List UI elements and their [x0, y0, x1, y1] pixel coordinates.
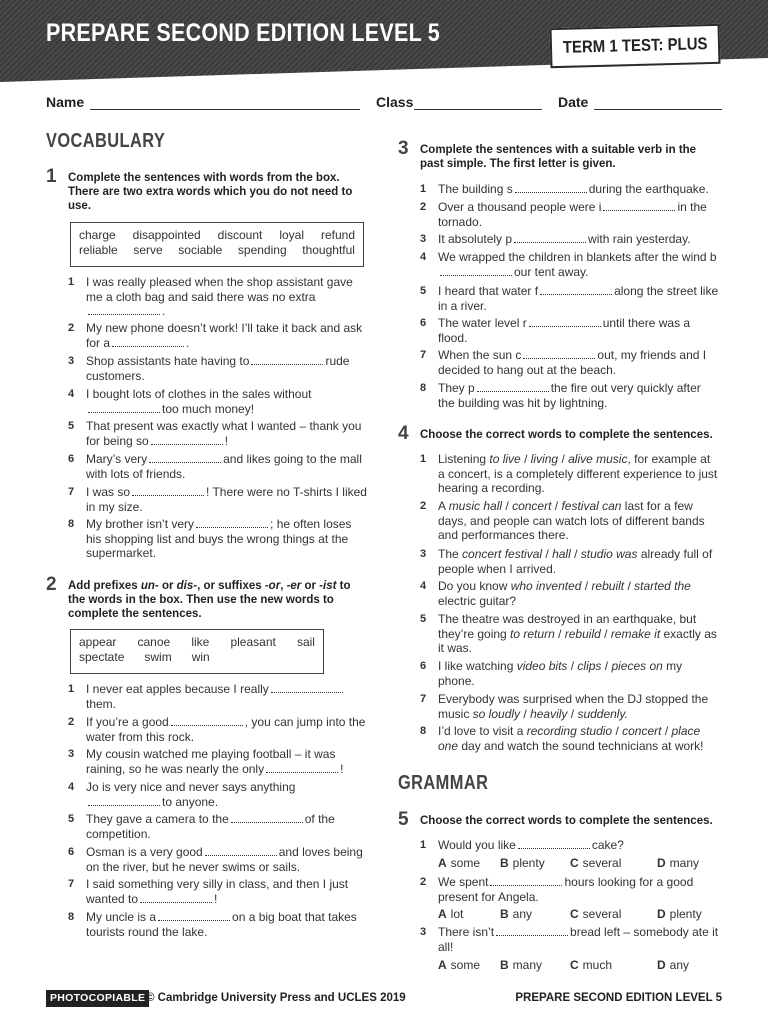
- item-text-after: too much money!: [162, 401, 255, 416]
- item-text-after: until there was a flood.: [438, 316, 691, 345]
- name-field[interactable]: [90, 109, 360, 110]
- answer-blank[interactable]: [205, 845, 277, 856]
- item-number: 1: [68, 276, 75, 288]
- item-number: 7: [420, 349, 427, 361]
- option-word: many: [512, 958, 543, 972]
- item-number: 2: [420, 876, 427, 888]
- answer-blank[interactable]: [196, 517, 268, 528]
- item-text-after: and loves being on the river, but he never swims or sails.: [86, 845, 363, 874]
- option-word: any: [512, 907, 533, 921]
- item-number: 2: [68, 322, 75, 334]
- exercise-instruction: Choose the correct words to complete the sentences.: [420, 429, 713, 441]
- section-title-grammar: GRAMMAR: [398, 772, 489, 794]
- option-letter: C: [570, 856, 579, 870]
- item-text: [86, 321, 368, 350]
- answer-options: [420, 856, 720, 871]
- photocopiable-label: PHOTOCOPIABLE: [46, 990, 149, 1007]
- item-number: 3: [420, 233, 427, 245]
- answer-blank[interactable]: [112, 336, 184, 347]
- item-text: [86, 517, 368, 561]
- item-text: [438, 250, 720, 279]
- item-text-after: and likes going to the mall with lots of friends.: [86, 452, 362, 481]
- answer-blank[interactable]: [603, 200, 675, 211]
- option-letter: A: [438, 907, 447, 921]
- item-number: 6: [420, 317, 427, 329]
- word-box-word: refund: [320, 228, 355, 242]
- answer-option[interactable]: [657, 907, 702, 922]
- answer-blank[interactable]: [88, 304, 160, 315]
- item-text: [86, 485, 368, 514]
- item-text: [86, 387, 368, 416]
- item-text: A music hall / concert / festival can last for a few days, and people can watch lots of different bands and performances there.: [438, 499, 705, 542]
- item-text-after: !: [214, 891, 218, 906]
- item-text: [438, 200, 720, 229]
- answer-option[interactable]: [570, 856, 621, 871]
- word-box-word: disappointed: [132, 228, 201, 242]
- option-letter: B: [500, 907, 509, 921]
- item-number: 6: [420, 660, 427, 672]
- word-box-word: pleasant: [230, 635, 276, 649]
- date-label: Date: [558, 94, 589, 110]
- item-text: [86, 275, 368, 319]
- option-letter: D: [657, 907, 666, 921]
- answer-blank[interactable]: [266, 762, 338, 773]
- item-text: I’d love to visit a recording studio / concert / place one day and watch the sound technicians at work!: [438, 724, 704, 753]
- option-word: many: [669, 856, 700, 870]
- answer-option[interactable]: [657, 958, 689, 973]
- item-text: [86, 812, 368, 841]
- item-text-before: We spent: [438, 875, 489, 889]
- item-text-after: with rain yesterday.: [588, 232, 691, 246]
- answer-blank[interactable]: [151, 434, 223, 445]
- item-text-before: I was so: [86, 485, 131, 499]
- word-box-word: loyal: [279, 228, 305, 242]
- item-text: Listening to live / living / alive music, for example at a concert, is a completely different experience to just hearing a recording.: [438, 452, 718, 495]
- item-number: 1: [420, 453, 427, 465]
- item-text: [438, 232, 720, 247]
- item-text-before: Over a thousand people were i: [438, 200, 602, 214]
- option-letter: D: [657, 856, 666, 870]
- word-box-word: sail: [296, 635, 315, 649]
- item-text-before: They p: [438, 381, 475, 395]
- item-text-after: to anyone.: [162, 794, 219, 809]
- item-text-after: .: [162, 304, 166, 318]
- word-box-word: spending: [237, 242, 287, 257]
- item-text: [438, 838, 720, 853]
- item-text-after: ! There were no T-shirts I liked in my size.: [86, 485, 367, 514]
- word-box-word: thoughtful: [302, 242, 355, 257]
- option-letter: A: [438, 856, 447, 870]
- item-number: 8: [420, 382, 427, 394]
- item-text-before: I was really pleased when the shop assistant gave me a cloth bag and said there was no extra: [86, 275, 353, 304]
- answer-option[interactable]: [657, 856, 699, 871]
- footer: [46, 990, 722, 1006]
- item-number: 4: [420, 580, 427, 592]
- item-text-before: That present was exactly what I wanted – thank you for being so: [86, 419, 362, 448]
- item-number: 5: [420, 285, 427, 297]
- answer-blank[interactable]: [231, 812, 303, 823]
- answer-option[interactable]: [438, 907, 463, 922]
- item-number: 6: [68, 846, 75, 858]
- word-box-word: reliable: [79, 242, 118, 257]
- exercise-number: 1: [46, 166, 57, 187]
- item-number: 8: [68, 911, 75, 923]
- item-text: The theatre was destroyed in an earthquake, but they’re going to return / rebuild / remake it exactly as it was.: [438, 612, 717, 655]
- item-text-after: of the competition.: [86, 812, 335, 841]
- item-text-after: along the street like in a river.: [438, 284, 719, 313]
- option-word: lot: [450, 907, 464, 921]
- answer-blank[interactable]: [251, 354, 323, 365]
- answer-blank[interactable]: [529, 316, 601, 327]
- item-text: I like watching video bits / clips / pieces on my phone.: [438, 659, 683, 688]
- item-text: [86, 452, 368, 481]
- item-text-before: The water level r: [438, 316, 527, 330]
- date-field[interactable]: [594, 109, 722, 110]
- word-box-word: canoe: [137, 635, 171, 649]
- item-text-before: I heard that water f: [438, 284, 539, 298]
- item-text: [86, 419, 368, 448]
- item-text-before: My brother isn’t very: [86, 517, 195, 531]
- item-text: [86, 910, 368, 939]
- answer-blank[interactable]: [132, 485, 204, 496]
- option-word: some: [450, 958, 481, 972]
- answer-blank[interactable]: [149, 452, 221, 463]
- answer-option[interactable]: [570, 907, 621, 922]
- answer-blank[interactable]: [477, 381, 549, 392]
- word-box: [70, 629, 324, 674]
- answer-option[interactable]: [500, 958, 542, 973]
- item-text: [86, 682, 368, 711]
- item-text-before: I said something very silly in class, and then I just wanted to: [86, 877, 349, 906]
- answer-blank[interactable]: [171, 715, 243, 726]
- exercise-instruction: Choose the correct words to complete the sentences.: [420, 815, 713, 827]
- item-number: 3: [420, 926, 427, 938]
- item-number: 2: [420, 500, 427, 512]
- option-letter: B: [500, 856, 509, 870]
- item-number: 3: [68, 748, 75, 760]
- item-number: 3: [68, 355, 75, 367]
- word-box-word: discount: [217, 228, 263, 242]
- class-label: Class: [376, 94, 414, 110]
- option-letter: D: [657, 958, 666, 972]
- word-box-word: win: [191, 649, 210, 664]
- footer-title: PREPARE SECOND EDITION LEVEL 5: [515, 992, 722, 1004]
- answer-options: [420, 907, 720, 922]
- answer-option[interactable]: [438, 958, 480, 973]
- item-text: [438, 381, 720, 410]
- answer-blank[interactable]: [518, 838, 590, 849]
- item-number: 8: [420, 725, 427, 737]
- item-text: [86, 780, 368, 809]
- item-text-after: bread left – somebody ate it all!: [438, 925, 719, 954]
- item-text-after: ; he often loses his shopping list and buys the wrong things at the supermarket.: [86, 517, 352, 560]
- item-text-before: The building s: [438, 182, 513, 196]
- item-text-after: during the earthquake.: [588, 182, 709, 196]
- answer-blank[interactable]: [496, 925, 568, 936]
- word-box-word: spectate: [79, 649, 125, 664]
- item-text-after: in the tornado.: [438, 200, 707, 229]
- answer-option[interactable]: [438, 856, 480, 871]
- item-number: 8: [68, 518, 75, 530]
- item-text-before: If you’re a good: [86, 715, 169, 729]
- item-number: 1: [68, 683, 75, 695]
- item-text-after: them.: [86, 696, 117, 711]
- item-text-before: We wrapped the children in blankets after the wind b: [438, 250, 717, 264]
- item-text-after: .: [186, 335, 190, 350]
- item-text-before: I bought lots of clothes in the sales without: [86, 387, 312, 401]
- item-number: 7: [68, 486, 75, 498]
- item-text-before: Osman is a very good: [86, 845, 203, 859]
- option-letter: C: [570, 907, 579, 921]
- item-text: [438, 925, 720, 954]
- item-text-after: our tent away.: [514, 264, 589, 279]
- item-text: [86, 354, 368, 383]
- exercise-number: 2: [46, 574, 57, 595]
- answer-blank[interactable]: [271, 682, 343, 693]
- item-number: 2: [420, 201, 427, 213]
- item-text: [438, 284, 720, 313]
- item-number: 1: [420, 839, 427, 851]
- item-text-after: !: [340, 761, 344, 776]
- item-text-before: There isn’t: [438, 925, 495, 939]
- word-box-word: charge: [79, 228, 116, 242]
- answer-blank[interactable]: [88, 795, 160, 806]
- exercise-instruction: Complete the sentences with words from the box. There are two extra words which you do not need to use.: [68, 172, 353, 212]
- item-text: The concert festival / hall / studio was already full of people when I arrived.: [438, 547, 713, 576]
- item-text: [438, 875, 720, 904]
- item-text-before: They gave a camera to the: [86, 812, 229, 826]
- item-text-before: When the sun c: [438, 348, 522, 362]
- item-text-after: , you can jump into the water from this rock.: [86, 715, 366, 744]
- item-text-before: My new phone doesn’t work! I’ll take it back and ask for a: [86, 321, 363, 350]
- item-number: 1: [420, 183, 427, 195]
- name-label: Name: [46, 94, 85, 110]
- item-text-after: cake?: [591, 838, 624, 852]
- item-number: 5: [68, 813, 75, 825]
- item-text-before: Mary’s very: [86, 452, 148, 466]
- item-text: [438, 348, 720, 377]
- item-text-after: !: [224, 433, 229, 448]
- answer-blank[interactable]: [140, 892, 212, 903]
- item-text: [86, 877, 368, 906]
- item-number: 7: [68, 878, 75, 890]
- exercise-number: 4: [398, 423, 409, 444]
- exercise-number: 5: [398, 809, 409, 830]
- item-text: [438, 182, 720, 197]
- item-text: [86, 715, 368, 744]
- answer-blank[interactable]: [540, 284, 612, 295]
- test-badge-label: TERM 1 TEST: PLUS: [562, 33, 708, 57]
- option-letter: B: [500, 958, 509, 972]
- student-info-row: [46, 95, 726, 113]
- word-box-word: appear: [79, 635, 117, 649]
- option-word: plenty: [669, 907, 702, 921]
- item-text-before: My cousin watched me playing football – it was raining, so he was nearly the only: [86, 747, 336, 776]
- section-title-vocabulary: VOCABULARY: [46, 130, 166, 152]
- answer-option[interactable]: [500, 907, 532, 922]
- answer-blank[interactable]: [514, 232, 586, 243]
- test-badge: [550, 24, 721, 68]
- option-word: some: [450, 856, 481, 870]
- item-number: 4: [68, 781, 75, 793]
- item-text: Everybody was surprised when the DJ stopped the music so loudly / heavily / suddenly.: [438, 692, 709, 721]
- word-box-word: like: [191, 635, 210, 649]
- exercise-instruction: Add prefixes un- or dis-, or suffixes -or, -er or -ist to the words in the box. Then use the new words to complete the sentences.: [68, 580, 351, 620]
- item-number: 4: [420, 251, 427, 263]
- word-box-word: serve: [133, 242, 163, 257]
- answer-blank[interactable]: [158, 910, 230, 921]
- item-text-after: hours looking for a good present for Angela.: [438, 875, 694, 904]
- word-box-word: sociable: [178, 242, 223, 257]
- option-word: any: [669, 958, 690, 972]
- answer-blank[interactable]: [515, 182, 587, 193]
- answer-blank[interactable]: [523, 348, 595, 359]
- exercise-number: 3: [398, 138, 409, 159]
- item-number: 7: [420, 693, 427, 705]
- item-number: 2: [68, 716, 75, 728]
- item-text-before: I never eat apples because I really: [86, 682, 269, 696]
- item-text-before: Jo is very nice and never says anything: [86, 780, 296, 794]
- item-text-before: Would you like: [438, 838, 516, 852]
- item-number: 6: [68, 453, 75, 465]
- item-text-after: out, my friends and I decided to hang out at the beach.: [438, 348, 707, 377]
- item-text: [86, 845, 368, 874]
- answer-option[interactable]: [570, 958, 612, 973]
- copyright-text: © Cambridge University Press and UCLES 2019: [146, 992, 406, 1004]
- item-text: Do you know who invented / rebuilt / started the electric guitar?: [438, 579, 691, 608]
- answer-blank[interactable]: [440, 265, 512, 276]
- answer-option[interactable]: [500, 856, 545, 871]
- page-title: PREPARE SECOND EDITION LEVEL 5: [46, 19, 441, 47]
- item-text-before: My uncle is a: [86, 910, 157, 924]
- item-number: 5: [420, 613, 427, 625]
- item-number: 3: [420, 548, 427, 560]
- item-text: [438, 316, 720, 345]
- option-word: several: [582, 907, 622, 921]
- word-box-word: swim: [144, 649, 172, 664]
- option-letter: A: [438, 958, 447, 972]
- item-text-after: on a big boat that takes tourists round the lake.: [86, 910, 357, 939]
- item-text-after: rude customers.: [86, 354, 350, 383]
- item-text-after: the fire out very quickly after the building was hit by lightning.: [438, 381, 701, 410]
- answer-blank[interactable]: [88, 402, 160, 413]
- item-text: [86, 747, 368, 776]
- item-text-before: It absolutely p: [438, 232, 513, 246]
- word-box: [70, 222, 364, 267]
- item-number: 5: [68, 420, 75, 432]
- answer-options: [420, 958, 720, 973]
- option-word: much: [582, 958, 613, 972]
- option-letter: C: [570, 958, 579, 972]
- option-word: plenty: [512, 856, 545, 870]
- class-field[interactable]: [414, 109, 542, 110]
- exercise-instruction: Complete the sentences with a suitable verb in the past simple. The first letter is given.: [420, 144, 697, 170]
- item-text-before: Shop assistants hate having to: [86, 354, 250, 368]
- answer-blank[interactable]: [490, 875, 562, 886]
- item-number: 4: [68, 388, 75, 400]
- option-word: several: [582, 856, 622, 870]
